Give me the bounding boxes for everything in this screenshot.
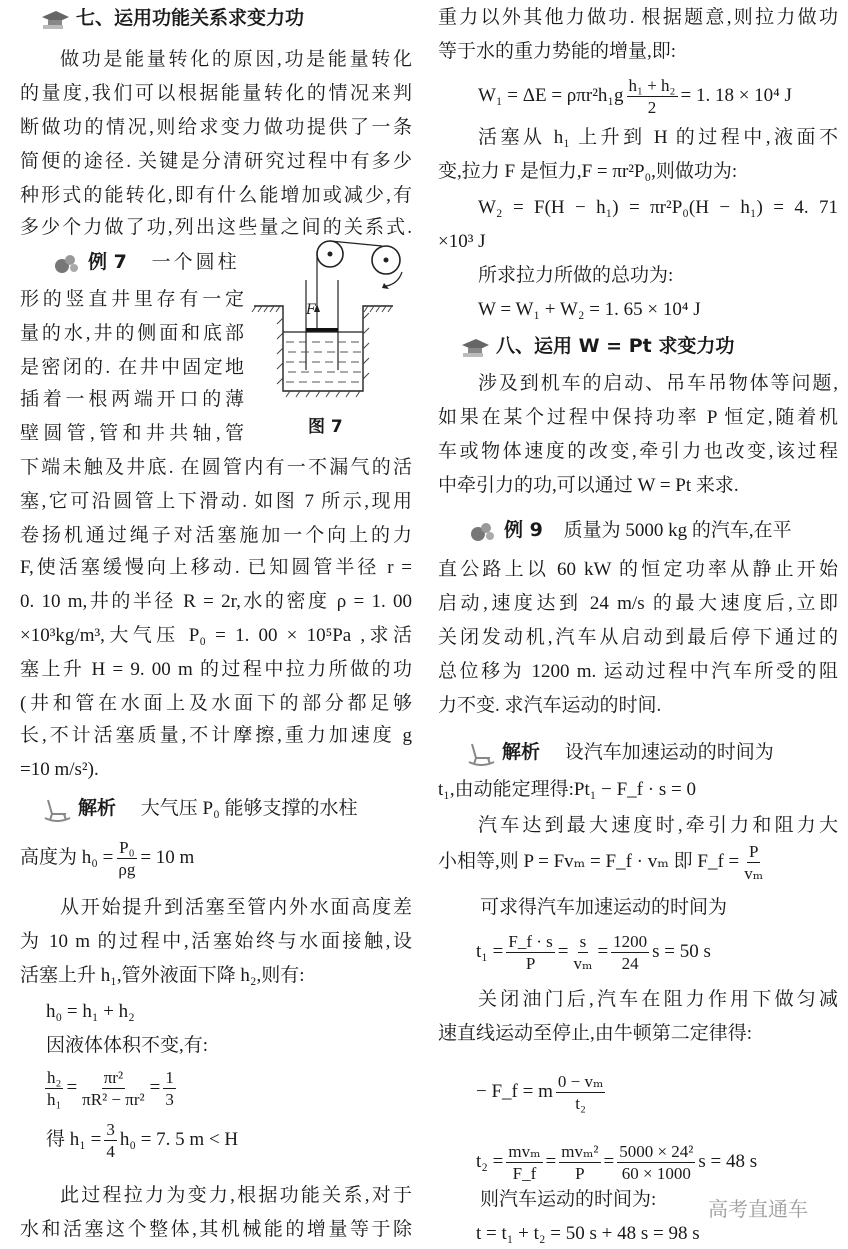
solution-label: 解析 [502, 741, 541, 763]
equation-w2-cont: ×10³ J [438, 231, 486, 252]
paragraph-line: 如果在某个过程中保持功率 P 恒定,随着机 [438, 407, 838, 428]
heading-text: 八、运用 W = Pt 求变力功 [496, 335, 735, 357]
well-walls [254, 306, 393, 391]
formula-t1: t₁ = $\frac{F\_f \cdot s}{P}$ = $\frac{s}{\text{vₘ}}$ = $\frac{1200}{24}$ s = 50 s [476, 932, 711, 974]
paragraph-line: (井和管在水面上及水面下的部分都足够 [20, 693, 412, 714]
paragraph-line: 所求拉力所做的总功为: [478, 265, 674, 286]
example-label: 例 7 [88, 251, 127, 273]
paragraph-line: 壁圆管,管和井共轴,管 [20, 423, 245, 444]
watermark: 高考直通车 [708, 1197, 808, 1221]
rocking-chair-icon [42, 798, 72, 822]
figure-7-well-diagram [248, 238, 418, 410]
paragraph-line: 长,不计活塞质量,不计摩擦,重力加速度 g [20, 725, 412, 746]
paragraph-line: 等于水的重力势能的增量,即: [438, 41, 677, 62]
paragraph-line: ×10³kg/m³,大气压 P₀ = 1. 00 × 10⁵Pa ,求活 [20, 625, 412, 646]
graduation-cap-icon [40, 7, 70, 31]
paragraph-line: 0. 10 m,井的半径 R = 2r,水的密度 ρ = 1. 00 [20, 591, 412, 612]
paragraph-line: 涉及到机车的启动、吊车吊物体等问题, [478, 373, 838, 394]
equation-w2: W₂ = F(H − h₁) = πr²P₀(H − h₁) = 4. 71 [478, 197, 838, 218]
paragraph-line: 关闭油门后,汽车在阻力作用下做匀减 [478, 989, 838, 1010]
paragraph-line: 是密闭的. 在井中固定地 [20, 357, 245, 378]
paragraph-line: 此过程拉力为变力,根据功能关系,对于 [60, 1185, 412, 1206]
paragraph-line: 塞,它可沿圆管上下滑动. 如图 7 所示,现用 [20, 491, 412, 512]
paragraph-line: 为 10 m 的过程中,活塞始终与水面接触,设 [20, 931, 412, 952]
paragraph-line: 设汽车加速运动的时间为 [564, 742, 774, 763]
paragraph-line: =10 m/s²). [20, 759, 99, 780]
paragraph-line: 力不变. 求汽车运动的时间. [438, 695, 662, 716]
paragraph-line: 车或物体速度的改变,牵引力也改变,该过程 [438, 441, 838, 462]
paragraph-line: 从开始提升到活塞至管内外水面高度差 [60, 897, 412, 918]
paragraph-line: 中牵引力的功,可以通过 W = Pt 来求. [438, 475, 739, 496]
equation-h0: h₀ = h₁ + h₂ [46, 1001, 135, 1022]
paragraph-line: 速直线运动至停止,由牛顿第二定律得: [438, 1023, 753, 1044]
paragraph-line: 水和活塞这个整体,其机械能的增量等于除 [20, 1219, 412, 1240]
formula-t2: t₂ = $\frac{\text{mvₘ}}{F\_f}$ = $\frac{\text{mvₘ²}}{P}$ = $\frac{\text{5000 × 24²}}{60 \times 1000}$ s = 48 s [476, 1142, 758, 1184]
water [286, 342, 362, 382]
paragraph-line: 插着一根两端开口的薄 [20, 389, 245, 410]
paragraph-line: 可求得汽车加速运动的时间为 [480, 897, 728, 918]
paragraph-line: 多少个力做了功,列出这些量之间的关系式. [20, 217, 412, 238]
graduation-cap-icon [460, 335, 490, 359]
paragraph-line: 质量为 5000 kg 的汽车,在平 [563, 520, 792, 541]
paragraph-line: 启动,速度达到 24 m/s 的最大速度后,立即 [438, 593, 838, 614]
equation-total-time: t = t₁ + t₂ = 50 s + 48 s = 98 s [476, 1223, 700, 1244]
section-heading-8 [460, 331, 838, 361]
heading-text: 七、运用功能关系求变力功 [76, 7, 305, 29]
flower-icon [52, 252, 82, 276]
formula-ff: 小相等,则 P = Fvₘ = F_f · vₘ 即 F_f = $\frac{P}{\text{vₘ}}$ [438, 842, 764, 884]
paragraph-line: 总位移为 1200 m. 运动过程中汽车所受的阻 [438, 661, 838, 682]
paragraph-line: 做功是能量转化的原因,功是能量转化 [60, 49, 412, 70]
figure-caption: 图 7 [308, 417, 343, 437]
equation-kinetic: t₁,由动能定理得:Pt₁ − F_f · s = 0 [438, 779, 696, 800]
section-heading-7 [40, 3, 412, 33]
paragraph-line: 直公路上以 60 kW 的恒定功率从静止开始 [438, 559, 838, 580]
paragraph-line: 大气压 P₀ 能够支撑的水柱 [140, 798, 358, 819]
paragraph-line: 下端未触及井底. 在圆管内有一不漏气的活 [20, 457, 412, 478]
paragraph-line: 变,拉力 F 是恒力,F = πr²P₀,则做功为: [438, 161, 738, 182]
formula-newton: − F_f = m $\frac{\text{0 − vₘ}}{\text{t₂}}$ [476, 1072, 604, 1114]
example-label: 例 9 [504, 519, 543, 541]
solution-header [466, 737, 838, 767]
paragraph-line: 因液体体积不变,有: [46, 1035, 209, 1056]
paragraph-line: 重力以外其他力做功. 根据题意,则拉力做功 [438, 7, 838, 28]
formula-w1: W₁ = ΔE = ρπr²h₁g $\frac{\text{h₁ + h₂}}{2}$ = 1. 18 × 10⁴ J [478, 76, 792, 118]
paragraph-line: 卷扬机通过绳子对活塞施加一个向上的力 [20, 525, 412, 546]
paragraph-line: 塞上升 H = 9. 00 m 的过程中拉力所做的功 [20, 659, 412, 680]
formula-h1: 得 h₁ = $\frac{3}{4}$ h₀ = 7. 5 m < H [46, 1120, 239, 1162]
equation-w: W = W₁ + W₂ = 1. 65 × 10⁴ J [478, 299, 701, 320]
example-7-header [52, 247, 252, 277]
paragraph-line: 汽车达到最大速度时,牵引力和阻力大 [478, 815, 838, 836]
paragraph-line: F,使活塞缓慢向上移动. 已知圆管半径 r = [20, 557, 412, 578]
paragraph-line: 的量度,我们可以根据能量转化的情况来判 [20, 83, 412, 104]
paragraph-line: 活塞从 h₁ 上升到 H 的过程中,液面不 [478, 127, 838, 148]
paragraph-line: 活塞上升 h₁,管外液面下降 h₂,则有: [20, 965, 305, 986]
paragraph-line: 关闭发动机,汽车从启动到最后停下通过的 [438, 627, 838, 648]
solution-label: 解析 [78, 797, 117, 819]
paragraph-line: 一个圆柱 [151, 252, 240, 273]
formula-ratio: $\frac{\text{h₂}}{\text{h₁}}$ = $\frac{\text{πr²}}{\text{πR² − πr²}}$ = $\frac{1}{3}$ [47, 1068, 174, 1110]
paragraph-line: 简便的途径. 关键是分清研究过程中有多少 [20, 151, 412, 172]
flower-icon [468, 520, 498, 544]
rocking-chair-icon [466, 742, 496, 766]
paragraph-line: 则汽车运动的时间为: [480, 1189, 657, 1210]
paragraph-line: 量的水,井的侧面和底部 [20, 323, 245, 344]
paragraph-line: 形的竖直井里存有一定 [20, 289, 245, 310]
paragraph-line: 种形式的能转化,即有什么能增加或减少,有 [20, 185, 412, 206]
formula-h0: 高度为 h₀ = $\frac{\text{P₀}}{\rho g}$ = 10 m [20, 838, 195, 880]
force-label: F [306, 302, 316, 318]
paragraph-line: 断做功的情况,则给求变力做功提供了一条 [20, 117, 412, 138]
piston [306, 328, 338, 332]
solution-header [42, 793, 412, 823]
example-9-header [468, 515, 838, 545]
